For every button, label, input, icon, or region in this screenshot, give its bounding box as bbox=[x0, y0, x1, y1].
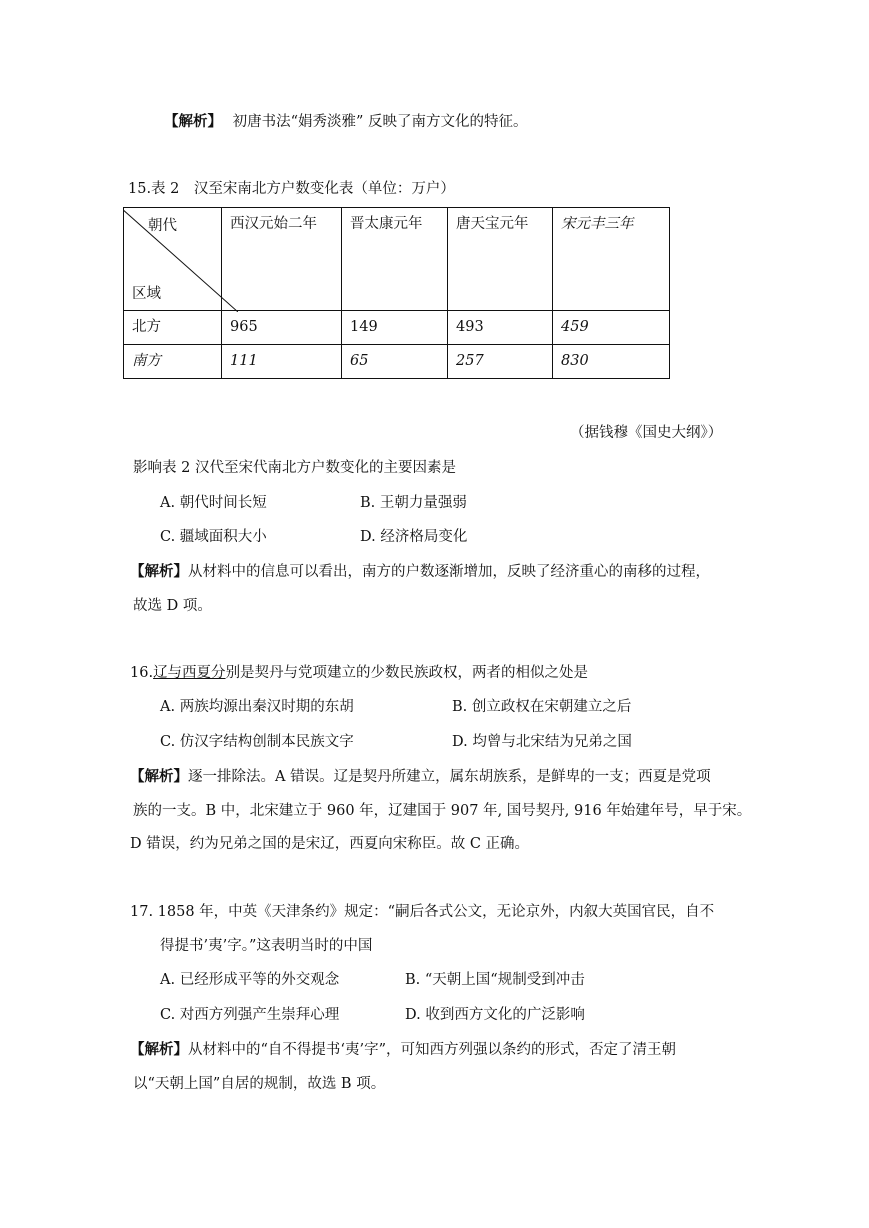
corner-top-label: 朝代 bbox=[148, 218, 177, 234]
q15-analysis-line1 bbox=[130, 562, 710, 582]
q15-analysis-line2: 故选 D 项。 bbox=[133, 598, 212, 614]
option-b: B. 创立政权在宋朝建立之后 bbox=[452, 699, 632, 715]
q17-analysis-line2: 以“天朝上国”自居的规制，故选 B 项。 bbox=[133, 1076, 386, 1092]
analysis-text: 逐一排除法。A 错误。辽是契丹所建立，属东胡族系，是鲜卑的一支；西夏是党项 bbox=[188, 769, 711, 785]
option-d: D. 均曾与北宋结为兄弟之国 bbox=[452, 734, 632, 750]
q16-analysis-line2: 族的一支。B 中，北宋建立于 960 年，辽建国于 907 年, 国号契丹, 916 年始建年号，早于宋。 bbox=[133, 803, 752, 819]
column-header: 晋太康元年 bbox=[342, 208, 448, 311]
table-cell: 965 bbox=[222, 311, 342, 345]
row-header: 南方 bbox=[124, 345, 222, 379]
household-table bbox=[123, 207, 670, 379]
table-corner-cell bbox=[124, 208, 222, 311]
table-row bbox=[124, 311, 670, 345]
option-b: B. “天朝上国“规制受到冲击 bbox=[405, 972, 585, 988]
column-header: 宋元丰三年 bbox=[553, 208, 670, 311]
analysis-label: 【解析】 bbox=[130, 563, 188, 580]
q16-stem bbox=[130, 663, 588, 683]
q17-stem-line2: 得提书’夷’字。”这表明当时的中国 bbox=[160, 938, 373, 954]
option-b: B. 王朝力量强弱 bbox=[360, 495, 467, 511]
analysis-label: 【解析】 bbox=[130, 768, 188, 785]
option-d: D. 收到西方文化的广泛影响 bbox=[405, 1007, 585, 1023]
option-c: C. 仿汉字结构创制本民族文字 bbox=[160, 734, 354, 750]
corner-bottom-label: 区域 bbox=[132, 286, 161, 302]
analysis-text: 从材料中的“自不得提书‘夷’字”，可知西方列强以条约的形式，否定了清王朝 bbox=[188, 1042, 677, 1058]
q17-stem-line1: 17. 1858 年，中英《天津条约》规定：“嗣后各式公文，无论京外，内叙大英国官民，自不 bbox=[130, 904, 715, 920]
question-number: 16. bbox=[130, 665, 154, 681]
option-c: C. 疆域面积大小 bbox=[160, 529, 267, 545]
column-header: 西汉元始二年 bbox=[222, 208, 342, 311]
table-cell: 65 bbox=[342, 345, 448, 379]
option-c: C. 对西方列强产生崇拜心理 bbox=[160, 1007, 340, 1023]
q15-source: （据钱穆《国史大纲》） bbox=[570, 425, 723, 441]
q15-title: 15.表 2 汉至宋南北方户数变化表（单位：万户） bbox=[128, 181, 455, 197]
analysis-label: 【解析】 bbox=[130, 1041, 188, 1058]
q15-stem: 影响表 2 汉代至宋代南北方户数变化的主要因素是 bbox=[133, 460, 456, 476]
option-a: A. 已经形成平等的外交观念 bbox=[160, 972, 340, 988]
table-cell: 257 bbox=[448, 345, 553, 379]
table-cell: 111 bbox=[222, 345, 342, 379]
table-row bbox=[124, 345, 670, 379]
analysis-text: 初唐书法“娟秀淡雅” 反映了南方文化的特征。 bbox=[232, 114, 528, 130]
analysis-label: 【解析】 bbox=[164, 113, 222, 130]
option-a: A. 朝代时间长短 bbox=[160, 495, 267, 511]
stem-text: 别是契丹与党项建立的少数民族政权，两者的相似之处是 bbox=[225, 665, 589, 681]
column-header: 唐天宝元年 bbox=[448, 208, 553, 311]
table-cell: 459 bbox=[553, 311, 670, 345]
row-header: 北方 bbox=[124, 311, 222, 345]
q14-analysis bbox=[164, 112, 528, 132]
option-d: D. 经济格局变化 bbox=[360, 529, 468, 545]
q16-analysis-line3: D 错误，约为兄弟之国的是宋辽，西夏向宋称臣。故 C 正确。 bbox=[130, 836, 530, 852]
q16-analysis-line1 bbox=[130, 767, 711, 787]
table-cell: 493 bbox=[448, 311, 553, 345]
table-cell: 830 bbox=[553, 345, 670, 379]
analysis-text: 从材料中的信息可以看出，南方的户数逐渐增加，反映了经济重心的南移的过程， bbox=[188, 564, 710, 580]
option-a: A. 两族均源出秦汉时期的东胡 bbox=[160, 699, 354, 715]
q17-analysis-line1 bbox=[130, 1040, 676, 1060]
table-cell: 149 bbox=[342, 311, 448, 345]
underlined-text: 辽与西夏分 bbox=[153, 665, 226, 681]
